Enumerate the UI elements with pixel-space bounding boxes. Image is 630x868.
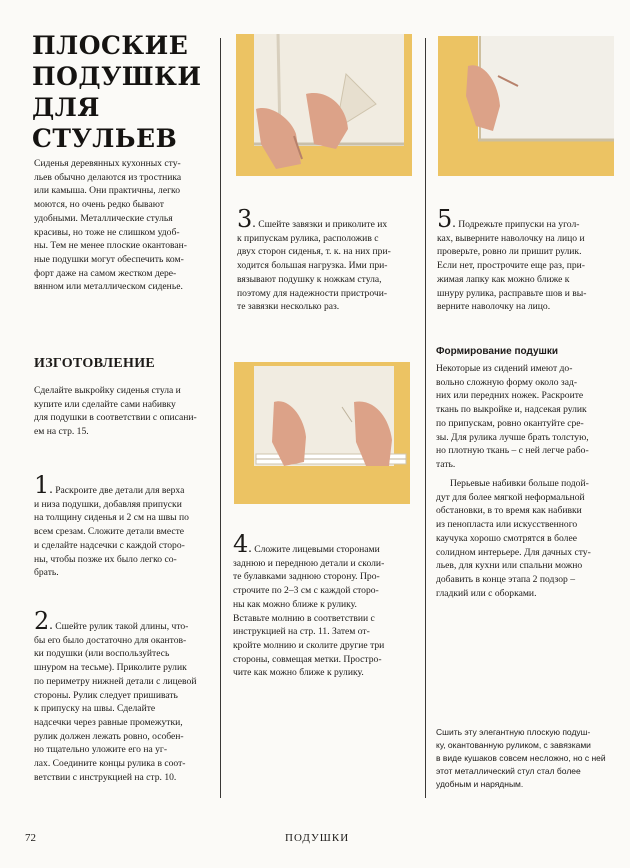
title-line-2: ПОДУШКИ [32,62,202,91]
step-1: 1. Раскроите две детали для верха и низа подушки, добавляя припуски на толщину сиденья и 2 см на швы по всем срезам. Сложите детали вместе и сделайте надсечки с каждой сторо- ны, чтобы позже их было легко со- брать. [34,471,189,579]
step-number: 2 [34,607,50,635]
forming-heading: Формирование подушки [436,346,559,357]
column-rule-right [425,38,426,798]
title-line-3: ДЛЯ СТУЛЬЕВ [32,93,178,153]
intro-paragraph: Сиденья деревянных кухонных сту- льев обычно делаются из тростника или камыша. Они практичны, легко моются, но очень редко бывают удобными. Металлические стулья красивы, но тоже не слишком удоб- ны. Тем не менее плоские окантован- ные подушки могут обеспечить ком- форт даже на самом жестком дере- вянном или металлическом сиденье. [34,158,187,293]
step-number: 4 [233,530,249,558]
photo-caption: Сшить эту элегантную плоскую подуш- ку, окантованную руликом, с завязками в виде кушаков совсем несложно, но с ней этот металлический стул стал более удобным и нарядным. [436,727,606,789]
page-title [32,30,222,154]
forming-paragraph-2: Перьевые набивки больше подой- дут для более мягкой неформальной обстановки, в то время как набивки из пенопласта или искусственного каучука хорошо смотрятся в более солидном интерьере. Для дачных сту- льев, для кухни или спальни можно добавить в конце этапа 2 подзор – гладкий или с оборками. [436,478,591,599]
step-number: 3 [237,205,253,233]
running-footer: ПОДУШКИ [285,832,350,844]
photo-step-5 [438,36,614,176]
step-5: 5. Подрежьте припуски на угол- ках, выверните наволочку на лицо и проверьте, ровно ли пришит рулик. Если нет, прострочите еще раз, при- жимая лапку как можно ближе к шнуру рулика, расправьте шов и вы- верните наволочку на лицо. [437,205,587,313]
step-number: 5 [437,205,453,233]
photo-step-4 [234,362,410,504]
page-number: 72 [25,832,36,844]
section-intro: Сделайте выкройку сиденья стула и купите или сделайте сами набивку для подушки в соответствии с описани- ем на стр. 15. [34,385,197,438]
section-heading: ИЗГОТОВЛЕНИЕ [34,356,156,371]
forming-paragraph-1: Некоторые из сидений имеют до- вольно сложную форму около зад- них или передних ножек. Раскроите ткань по выкройке и, надсекая рулик по припускам, ровно окантуйте сре- зы. Для рулика лучше брать толстую, но плотную ткань – с ней легче рабо- тать. [436,363,589,470]
step-4: 4. Сложите лицевыми сторонами заднюю и переднюю детали и сколи- те булавками заднюю сторону. Про- строчите по 2–3 см с каждой сторо- ны как можно ближе к рулику. Вставьте молнию в соответствии с инструкцией на стр. 11. Затем от- кройте молнию и сколите другие три стороны, совмещая метки. Простро- чите как можно ближе к рулику. [233,530,385,679]
step-number: 1 [34,471,50,499]
step-2: 2. Сшейте рулик такой длины, что- бы его было достаточно для окантов- ки подушки (или воспользуйтесь шнуром на тесьме). Приколите рулик по периметру нижней детали с лицевой стороны. Рулик следует пришивать к припуску на швы. Сделайте надсечки через равные промежутки, рулик должен лежать ровно, особен- но тщательно уложите его на уг- лах. Соедините концы рулика в соот- ветствии с инструкцией на стр. 10. [34,607,197,783]
photo-step-3 [236,34,412,176]
step-3: 3. Сшейте завязки и приколите их к припускам рулика, расположив с двух сторон сиденья, т. к. на них при- ходится большая нагрузка. Ими при- вязывают подушку к ножкам стула, поэтому для надежности пристрочи- те завязки несколько раз. [237,205,391,313]
title-line-1: ПЛОСКИЕ [32,31,189,60]
